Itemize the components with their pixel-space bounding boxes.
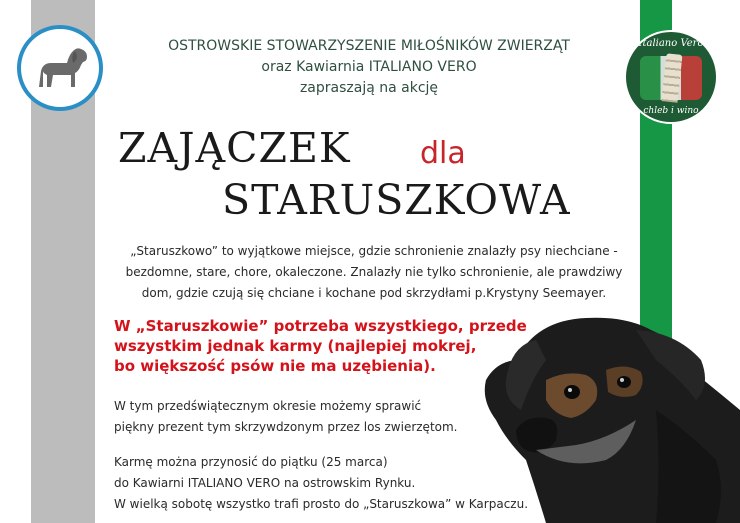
org-line-2: oraz Kawiarnia ITALIANO VERO [261, 59, 477, 75]
emphasis-paragraph [114, 316, 534, 376]
senior-dog-photo [476, 300, 740, 523]
gift-line: W tym przedświątecznym okresie możemy sprawić [114, 399, 422, 413]
dropoff-line: W wielką sobotę wszystko trafi prosto do „Staruszkowa” w Karpaczu. [114, 497, 529, 511]
org-line-1: OSTROWSKIE STOWARZYSZENIE MIŁOŚNIKÓW ZWIERZĄT [168, 38, 570, 54]
dog-logo [17, 25, 103, 111]
emphasis-line: W „Staruszkowie” potrzeba wszystkiego, przede [114, 317, 527, 335]
title-connector: dla [420, 136, 466, 171]
dog-silhouette-icon [29, 41, 91, 97]
intro-line: „Staruszkowo” to wyjątkowe miejsce, gdzie schronienie znalazły psy niechciane - [130, 244, 618, 258]
intro-paragraph [114, 241, 634, 304]
title-part-1: ZAJĄCZEK [118, 124, 351, 172]
badge-title: Italiano Vero [638, 38, 704, 49]
gift-line: piękny prezent tym skrzywdzonym przez los zwierzętom. [114, 420, 458, 434]
dropoff-line: Karmę można przynosić do piątku (25 marca) [114, 455, 388, 469]
organizer-header [110, 36, 628, 99]
badge-subtitle: chleb i wino [643, 106, 699, 116]
intro-line: dom, gdzie czują się chciane i kochane pod skrzydłami p.Krystyny Seemayer. [141, 286, 607, 300]
intro-line: bezdomne, stare, chore, okaleczone. Znalazły nie tylko schronienie, ale prawdziwy [125, 265, 623, 279]
italiano-vero-badge [624, 30, 718, 124]
org-line-3: zapraszają na akcję [299, 80, 439, 96]
dropoff-line: do Kawiarni ITALIANO VERO na ostrowskim Rynku. [114, 476, 416, 490]
emphasis-line: bo większość psów nie ma uzębienia). [114, 357, 436, 375]
gift-paragraph [114, 396, 534, 438]
title-part-2: STARUSZKOWA [222, 176, 571, 224]
emphasis-line: wszystkim jednak karmy (najlepiej mokrej, [114, 337, 477, 355]
